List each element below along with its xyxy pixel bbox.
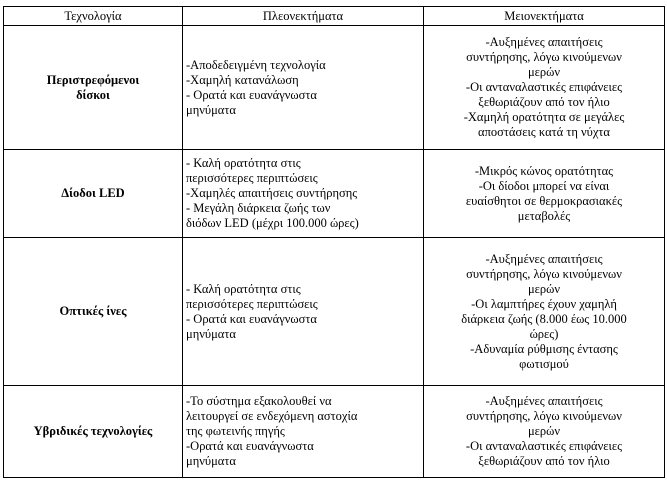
disadvantages-cell	[424, 150, 665, 238]
cell-line: ξεθωριάζουν από τον ήλιο	[478, 95, 610, 109]
disadvantages-cell	[424, 26, 665, 150]
comparison-table	[3, 6, 665, 478]
technology-cell	[4, 386, 183, 478]
cell-line: ώρες)	[529, 326, 559, 341]
cell-line: διόδων LED (μέχρι 100.000 ώρες)	[186, 216, 359, 230]
header-disadvantages: Μειονεκτήματα	[424, 7, 665, 26]
advantages-cell	[183, 386, 424, 478]
cell-line: -Χαμηλή κατανάλωση	[186, 72, 299, 87]
cell-line: -Οι ανταναλαστικές επιφάνειες	[465, 439, 623, 453]
cell-line: - Ορατά και ευανάγνωστα	[186, 311, 317, 326]
advantages-cell	[183, 150, 424, 238]
cell-line: Υβριδικές τεχνολογίες	[33, 424, 153, 438]
header-row	[4, 7, 665, 26]
header-advantages: Πλεονεκτήματα	[183, 7, 424, 26]
cell-line: φωτισμού	[519, 356, 569, 371]
cell-line: -Χαμηλή ορατότητα σε μεγάλες	[463, 110, 625, 124]
cell-line: -Το σύστημα εξακολουθεί να	[186, 394, 332, 408]
cell-line: - Καλή ορατότητα στις	[186, 281, 301, 296]
cell-line: -Αποδεδειγμένη τεχνολογία	[186, 57, 326, 72]
cell-line: -Αυξημένες απαιτήσεις	[485, 394, 603, 408]
header-technology: Τεχνολογία	[4, 7, 183, 26]
cell-line: - Μεγάλη διάρκεια ζωής των	[186, 201, 331, 215]
table-row	[4, 386, 665, 478]
cell-line: Οπτικές ίνες	[59, 304, 127, 318]
disadvantages-cell	[424, 238, 665, 386]
cell-line: -Οι λαμπτήρες έχουν χαμηλή	[471, 296, 617, 311]
cell-line: μηνύματα	[186, 454, 236, 468]
cell-line: -Αυξημένες απαιτήσεις	[485, 251, 603, 266]
cell-line: - Ορατά και ευανάγνωστα	[186, 87, 317, 102]
cell-line: λειτουργεί σε ενδεχόμενη αστοχία	[186, 409, 358, 423]
cell-line: μηνύματα	[186, 102, 236, 117]
cell-line: συντήρησης, λόγω κινούμενων	[466, 266, 622, 281]
technology-cell	[4, 238, 183, 386]
cell-line: Δίοδοι LED	[61, 186, 125, 200]
cell-line: μερών	[527, 424, 561, 438]
cell-line: της φωτεινής πηγής	[186, 424, 285, 438]
cell-line: δίσκοι	[76, 87, 110, 102]
cell-line: συντήρησης, λόγω κινούμενων	[466, 50, 622, 64]
cell-line: μερών	[527, 65, 561, 79]
technology-cell	[4, 26, 183, 150]
cell-line: μηνύματα	[186, 326, 236, 341]
advantages-cell	[183, 238, 424, 386]
table-row	[4, 26, 665, 150]
cell-line: περισσότερες περιπτώσεις	[186, 296, 318, 311]
table-row	[4, 238, 665, 386]
cell-line: -Χαμηλές απαιτήσεις συντήρησης	[186, 186, 358, 200]
disadvantages-cell	[424, 386, 665, 478]
cell-line: ευαίσθητοι σε θερμοκρασιακές	[465, 193, 623, 208]
cell-line: αποστάσεις κατά τη νύχτα	[478, 125, 610, 139]
cell-line: περισσότερες περιπτώσεις	[186, 171, 318, 185]
advantages-cell	[183, 26, 424, 150]
cell-line: διάρκεια ζωής (8.000 έως 10.000	[461, 311, 627, 326]
cell-line: -Οι δίοδοι μπορεί να είναι	[478, 178, 610, 193]
cell-line: συντήρησης, λόγω κινούμενων	[466, 409, 622, 423]
table-row	[4, 150, 665, 238]
cell-line: -Μικρός κώνος ορατότητας	[474, 163, 614, 178]
cell-line: -Ορατά και ευανάγνωστα	[186, 439, 314, 453]
cell-line: -Αυξημένες απαιτήσεις	[485, 35, 603, 49]
cell-line: -Οι ανταναλαστικές επιφάνειες	[465, 80, 623, 94]
cell-line: μεταβολές	[517, 208, 571, 223]
technology-cell	[4, 150, 183, 238]
cell-line: μερών	[527, 281, 561, 296]
cell-line: Περιστρεφόμενοι	[46, 72, 140, 87]
cell-line: ξεθωριάζουν από τον ήλιο	[478, 454, 610, 468]
cell-line: -Αδυναμία ρύθμισης έντασης	[470, 341, 618, 356]
cell-line: - Καλή ορατότητα στις	[186, 156, 301, 170]
